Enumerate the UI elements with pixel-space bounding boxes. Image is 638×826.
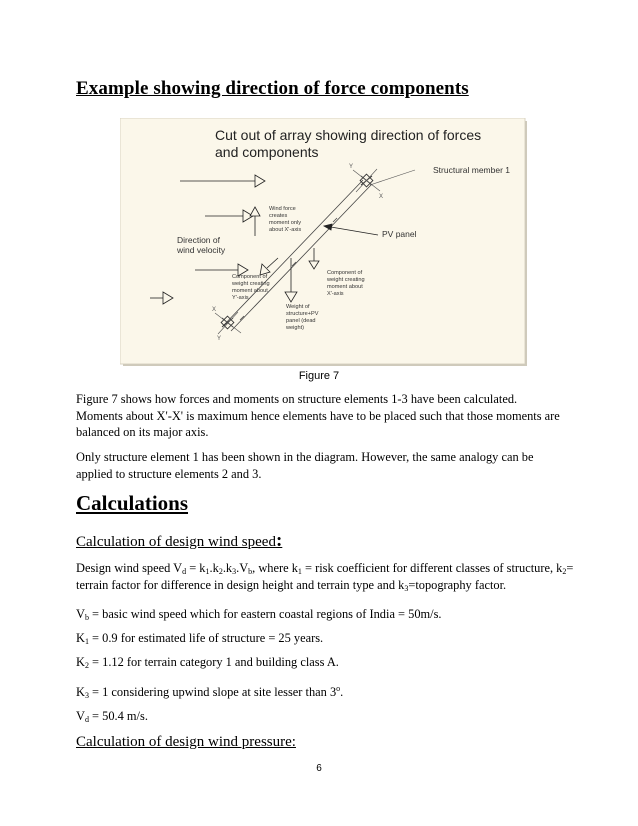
design-wind-speed-line2: terrain factor for difference in design height and terrain type and $k_3=topography$ factor. <box>76 578 507 593</box>
component-left-label: Component of weight creating moment about Y'-axis <box>232 274 270 301</box>
weight-label: Weight of structure+PV panel (dead weight) <box>286 304 319 331</box>
figure-title-line1: Cut out of array showing direction of forces <box>215 127 482 143</box>
paragraph-moments: Figure 7 shows how forces and moments on structure elements 1-3 have been calculated. Moments about X'-X' is maximum hence elements have to be placed such that those moments are balanced on its major axis. <box>76 392 560 439</box>
page-number: 6 <box>316 763 322 774</box>
wind-direction-label-1: Direction of <box>177 235 220 245</box>
axis-mark-y-top: Y <box>349 164 354 170</box>
wind-pressure-heading: Calculation of design wind pressure: <box>76 734 296 750</box>
pv-panel-label: PV panel <box>382 229 417 239</box>
k3-line: $K_3 = 1$ considering upwind slope at site lesser than 3$^o$. <box>76 684 344 700</box>
force-diagram <box>120 118 527 366</box>
k2-line: $K_2 = 1.12$ for terrain category 1 and building class A. <box>76 655 339 670</box>
vb-line: $V_b$ = basic wind speed which for eastern coastal regions of India = 50m/s. <box>76 607 442 622</box>
k1-line: $K_1 = 0.9$ for estimated life of structure = 25 years. <box>76 631 324 646</box>
wind-speed-heading-colon: : <box>275 530 283 551</box>
design-wind-speed-line1: Design wind speed $V_d = k_1.k_2.k_3.V_b$, where $k_1$ = risk coefficient for different classes of structure, $k_2=$ <box>76 561 574 576</box>
figure-title-line2: and components <box>215 144 319 160</box>
wind-force-label: Wind force creates moment only about X'-axis <box>269 206 302 233</box>
structural-member-label: Structural member 1 <box>433 165 510 175</box>
wind-direction-label-2: wind velocity <box>177 245 226 255</box>
axis-mark-x-top: X <box>379 194 384 200</box>
axis-mark-y-bottom: Y <box>217 336 222 342</box>
section-heading: Example showing direction of force components <box>76 78 469 99</box>
wind-speed-heading-text: Calculation of design wind speed <box>76 534 276 550</box>
figure-caption: Figure 7 <box>298 370 340 382</box>
wind-speed-heading <box>76 530 282 552</box>
paragraph-analogy: Only structure element 1 has been shown in the diagram. However, the same analogy can be applied to structure elements 2 and 3. <box>76 450 534 481</box>
axis-mark-x-bottom: X <box>212 307 217 313</box>
calculations-heading: Calculations <box>76 491 189 515</box>
vd-line: $V_d = 50.4$ m/s. <box>76 709 148 724</box>
component-right-label: Component of weight creating moment about X'-axis <box>327 270 365 297</box>
